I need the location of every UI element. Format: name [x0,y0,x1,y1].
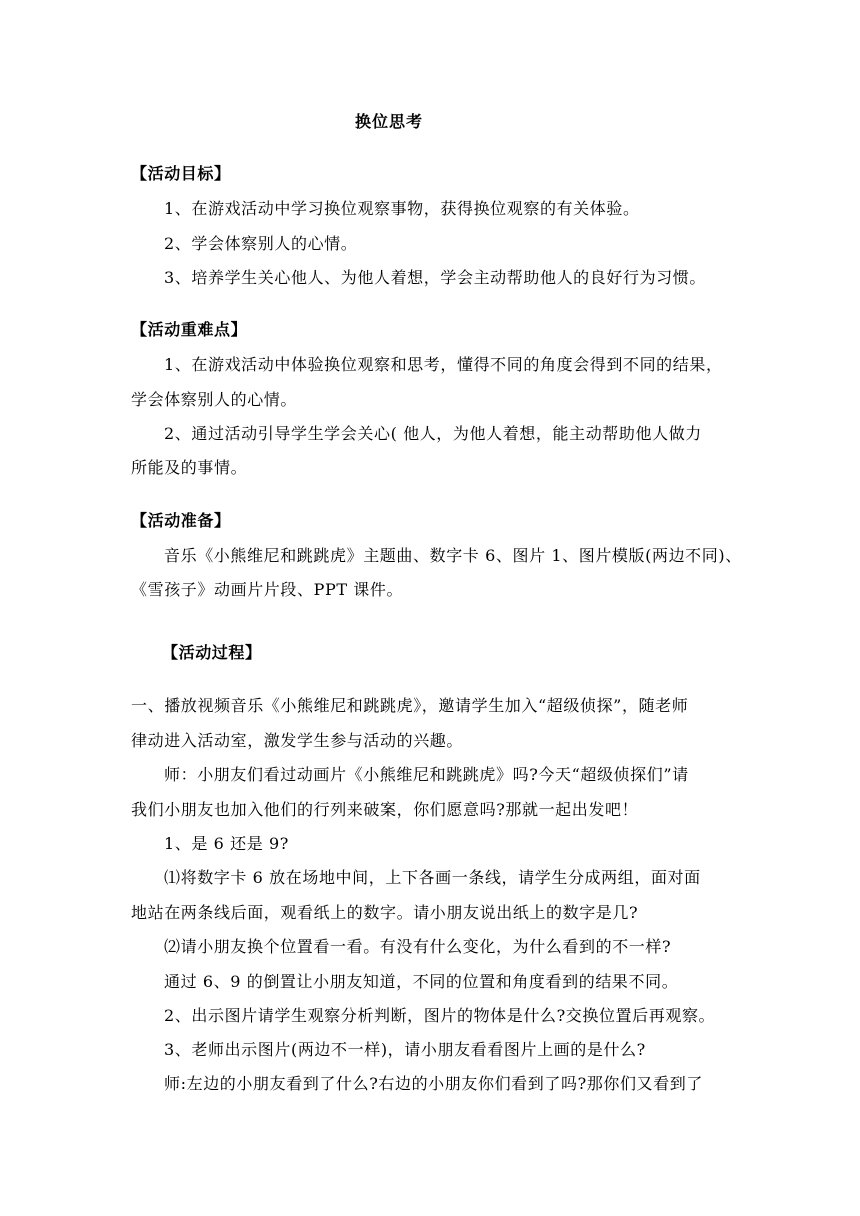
key-points-line: 学会体察别人的心情。 [131,390,298,409]
goals-item: 3、培养学生关心他人、为他人着想，学会主动帮助他人的良好行为习惯。 [164,268,706,287]
key-points-line: 1、在游戏活动中体验换位观察和思考，懂得不同的角度会得到不同的结果， [164,355,723,374]
process-line: 师:左边的小朋友看到了什么?右边的小朋友你们看到了吗?那你们又看到了 [164,1074,703,1093]
preparation-heading: 【活动准备】 [131,511,231,530]
goals-item: 2、学会体察别人的心情。 [164,234,358,253]
process-line: 3、老师出示图片(两边不一样)，请小朋友看看图片上画的是什么? [164,1040,646,1059]
goals-item: 1、在游戏活动中学习换位观察事物，获得换位观察的有关体验。 [164,199,640,218]
preparation-line: 《雪孩子》动画片片段、PPT 课件。 [131,580,404,599]
key-points-line: 所能及的事情。 [131,458,248,477]
process-heading: 【活动过程】 [162,643,262,662]
process-line: 2、出示图片请学生观察分析判断，图片的物体是什么?交换位置后再观察。 [164,1006,716,1025]
process-line: ⑵请小朋友换个位置看一看。有没有什么变化，为什么看到的不一样? [164,937,672,956]
key-points-line: 2、通过活动引导学生学会关心( 他人，为他人着想，能主动帮助他人做力 [164,424,702,443]
process-line: 地站在两条线后面，观看纸上的数字。请小朋友说出纸上的数字是几? [131,903,639,922]
process-line: 通过 6、9 的倒置让小朋友知道，不同的位置和角度看到的结果不同。 [164,972,679,991]
preparation-line: 音乐《小熊维尼和跳跳虎》主题曲、数字卡 6、图片 1、图片模版(两边不同)、 [164,546,742,565]
process-line: 一、播放视频音乐《小熊维尼和跳跳虎》，邀请学生加入“超级侦探”，随老师 [131,696,689,715]
process-line: 1、是 6 还是 9? [164,834,289,853]
process-line: ⑴将数字卡 6 放在场地中间，上下各画一条线，请学生分成两组，面对面 [164,868,701,887]
page-title: 换位思考 [355,112,424,131]
goals-heading: 【活动目标】 [131,164,231,183]
process-line: 我们小朋友也加入他们的行列来破案，你们愿意吗?那就一起出发吧！ [131,800,639,819]
process-line: 师：小朋友们看过动画片《小熊维尼和跳跳虎》吗?今天“超级侦探们”请 [164,765,689,784]
process-line: 律动进入活动室，激发学生参与活动的兴趣。 [131,731,464,750]
key-points-heading: 【活动重难点】 [131,320,248,339]
